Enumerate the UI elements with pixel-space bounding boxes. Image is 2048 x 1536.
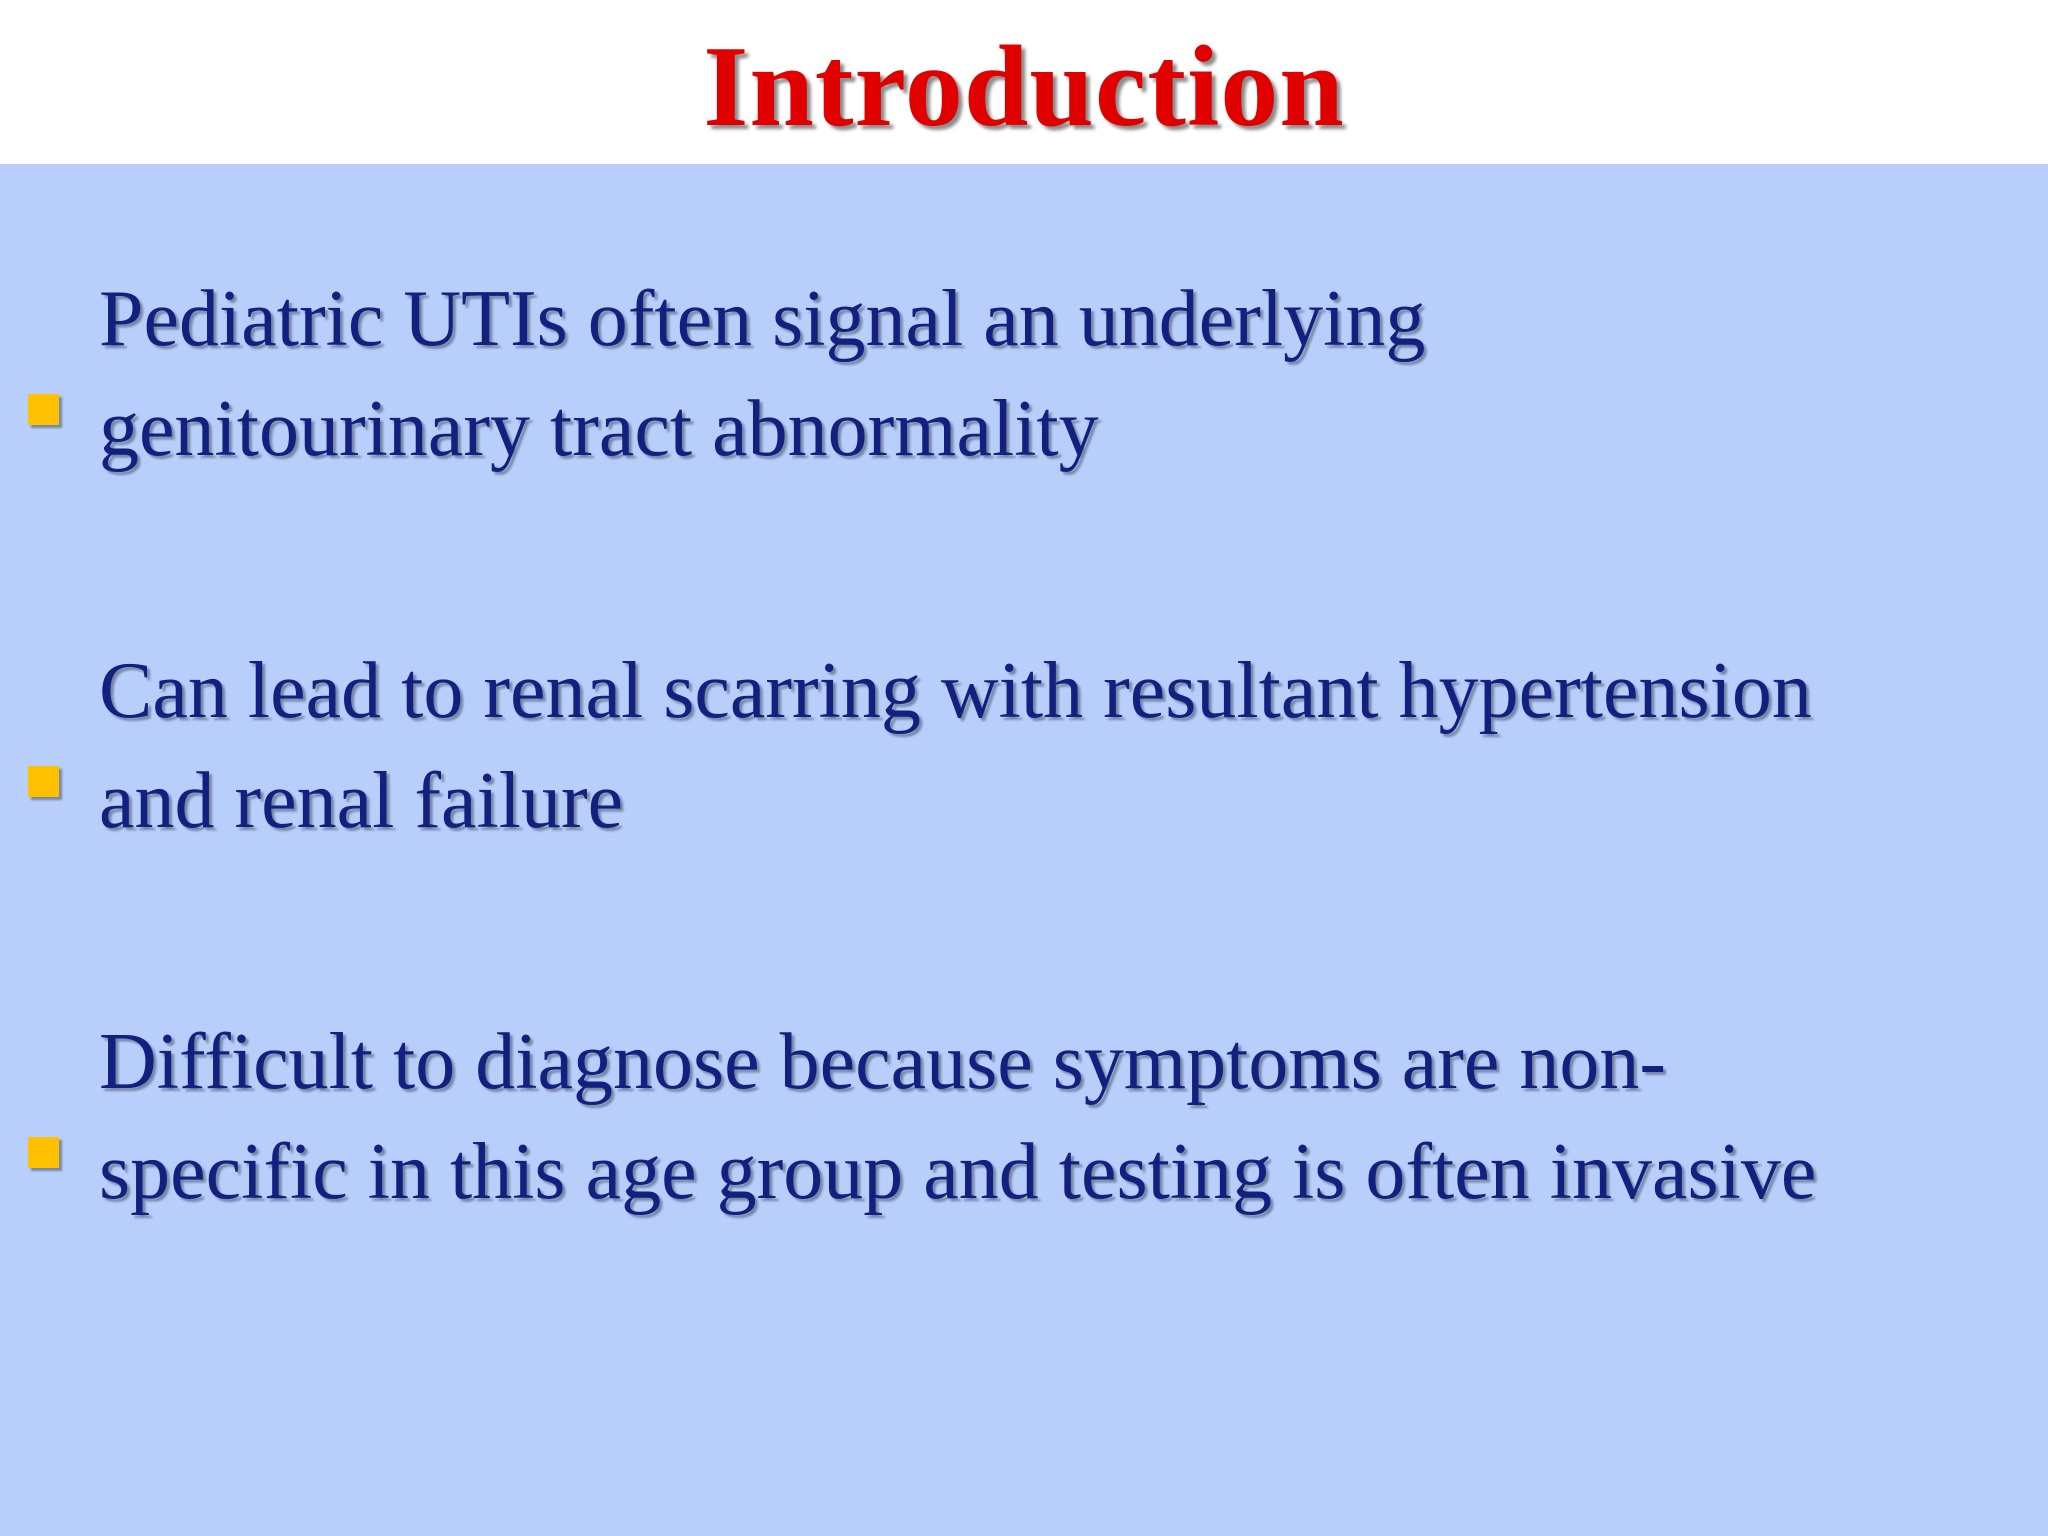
bullet-text-1 (99, 264, 2029, 484)
title-band (0, 0, 2048, 164)
square-bullet-icon (28, 394, 59, 425)
square-bullet-icon (28, 1137, 59, 1168)
bullet-text-3 (99, 1007, 2029, 1227)
content-area (0, 164, 2048, 1536)
bullet-line: and renal failure (99, 757, 624, 845)
slide-title: Introduction (703, 23, 1345, 151)
bullet-line: Difficult to diagnose because symptoms are non- (99, 1018, 1667, 1106)
square-bullet-icon (28, 766, 59, 797)
bullet-text-2 (99, 636, 2029, 856)
bullet-line: Can lead to renal scarring with resultant hypertension (99, 647, 1812, 735)
bullet-line: genitourinary tract abnormality (99, 385, 1099, 473)
bullet-line: specific in this age group and testing is often invasive (99, 1128, 1817, 1216)
bullet-line: Pediatric UTIs often signal an underlying (99, 275, 1426, 363)
